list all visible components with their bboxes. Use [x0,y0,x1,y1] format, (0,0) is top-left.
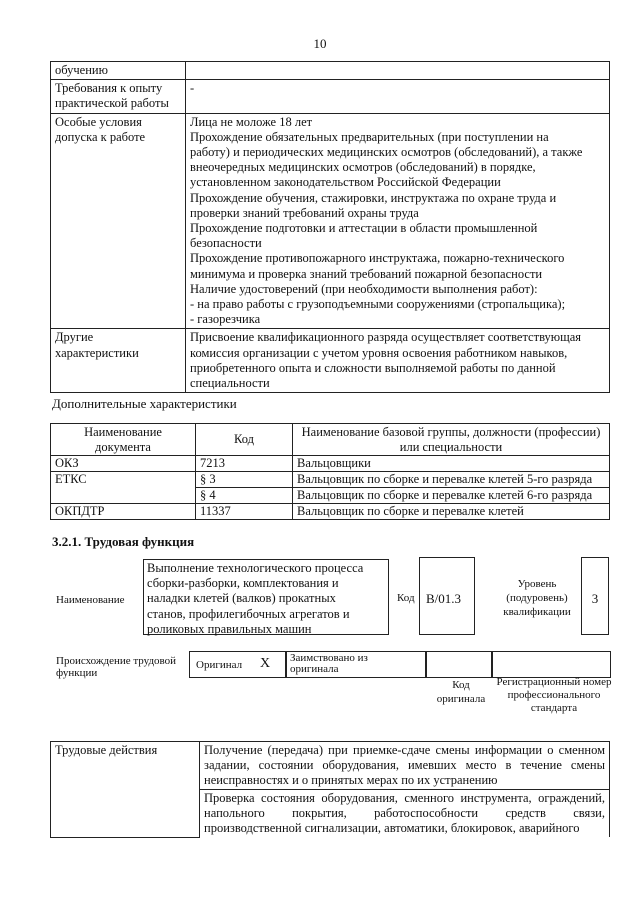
level-value: 3 [591,591,599,606]
original-mark: X [260,656,271,671]
additional-characteristics-heading: Дополнительные характеристики [52,396,237,411]
table-row [51,62,610,80]
code-value: B/01.3 [426,591,462,606]
origin-row [189,651,609,677]
code-label: Код [397,592,415,604]
row-content [186,113,610,329]
row-content-line: комиссия организации с учетом уровня освоения работником навыков, [190,345,568,360]
doc-cell: ОКПДТР [51,504,196,520]
labor-actions-label: Трудовые действия [51,742,200,838]
labor-action-item: Проверка состояния оборудования, сменного инструмента, ограждений, напольного покрытия, работоспособности средств связи, производственной сигнализации, автоматики, блокировок, аварийного [200,790,610,838]
row-content-line: Прохождение противопожарного инструктажа, пожарно-технического [190,251,565,266]
row-content [186,329,610,393]
row-label-line: практической работы [55,96,169,111]
row-content-line: установленном законодательством Российской Федерации [190,175,501,190]
function-name-line: сборки-разборки, комплектования и [147,576,339,591]
name-label: Наименование [56,594,125,606]
row-content-line: минимума и проверка знаний требований пожарной безопасности [190,266,543,281]
function-name-line: наладки клетей (валков) прокатных [147,591,336,606]
labor-action-item: Получение (передача) при приемке-сдаче смены информации о сменном задании, состоянии оборудования, имевших место в течение смены неисправностях и о принятых мерах по их устранению [200,742,610,790]
page-number: 10 [313,36,327,51]
row-label [51,62,186,80]
table-row [51,329,610,393]
doc-cell: ЕТКС [51,472,196,504]
qualification-requirements-table [50,61,610,393]
code-original-label: Код оригинала [436,679,486,705]
row-content-line: проверки знаний требований охраны труда [190,205,419,220]
code-cell: 7213 [196,456,293,472]
row-label [51,113,186,329]
row-content-line: безопасности [190,236,262,251]
table-row [51,113,610,329]
row-label-line: обучению [55,63,108,77]
doc-cell: ОКЗ [51,456,196,472]
function-name-line: роликовых правильных машин [147,621,312,636]
row-content [186,80,610,113]
row-content-line: - на право работы с грузоподъемными сооружениями (стропальщика); [190,297,566,312]
additional-characteristics-table [50,423,610,520]
name-cell: Вальцовщик по сборке и перевалке клетей 5-го разряда [293,472,610,488]
row-label-line: Другие [55,330,94,345]
code-cell: 11337 [196,504,293,520]
table-row [51,456,610,472]
row-content-line: специальности [190,376,270,391]
row-label-line: Особые условия [55,114,142,129]
row-content-line: Прохождение подготовки и аттестации в области промышленной [190,221,538,236]
header-code: Код [196,424,293,456]
origin-label: Происхождение трудовой функции [56,655,177,679]
labor-actions-table [50,741,610,838]
table-row [51,80,610,113]
function-name-line: Выполнение технологического процесса [147,561,364,575]
level-label: Уровень (подуровень) квалификации [503,578,571,618]
name-cell: Вальцовщик по сборке и перевалке клетей 6-го разряда [293,488,610,504]
row-label-line: характеристики [55,345,139,360]
row-content-line [190,63,605,78]
code-cell: § 4 [196,488,293,504]
row-content-line: Присвоение квалификационного разряда осуществляет соответствующая [190,330,582,345]
row-label-line: допуска к работе [55,129,146,144]
row-content-line: Лица не моложе 18 лет [190,114,313,129]
function-name-line: станов, профилегибочных агрегатов и [147,606,350,621]
code-value-box [419,557,475,635]
header-doc-name: Наименование документа [51,424,196,456]
row-content [186,62,610,80]
row-content-line: внеочередных медицинских осмотров (обследований) в порядке, [190,160,536,175]
row-content-line: - газорезчика [190,312,261,327]
table-row [51,472,610,488]
original-label: Оригинал [196,659,243,671]
section-title: 3.2.1. Трудовая функция [52,534,195,549]
row-content-line: приобретенного опыта и сложности выполняемой работы по данной [190,360,556,375]
row-content-line: Прохождение обучения, стажировки, инструктажа по охране труда и [190,190,557,205]
row-label-line: Требования к опыту [55,81,163,96]
code-cell: § 3 [196,472,293,488]
row-content-line: Прохождение обязательных предварительных (при поступлении на [190,129,549,144]
code-original-cell [425,651,493,678]
borrowed-label: Заимствовано из оригинала [290,652,368,675]
function-name-box [143,559,389,635]
row-content-line: Наличие удостоверений (при необходимости выполнения работ): [190,281,538,296]
table-row [51,504,610,520]
level-value-box [581,557,609,635]
original-cell [189,651,287,678]
header-group-name: Наименование базовой группы, должности (профессии) или специальности [293,424,610,456]
reg-number-cell [491,651,611,678]
row-content-line: работу) и периодических медицинских осмотров (обследований), а также [190,145,583,160]
name-cell: Вальцовщик по сборке и перевалке клетей [293,504,610,520]
reg-number-label: Регистрационный номер профессионального стандарта [496,676,612,714]
row-label [51,329,186,393]
borrowed-cell [285,651,427,678]
row-label [51,80,186,113]
name-cell: Вальцовщики [293,456,610,472]
row-content-line: - [190,81,195,96]
